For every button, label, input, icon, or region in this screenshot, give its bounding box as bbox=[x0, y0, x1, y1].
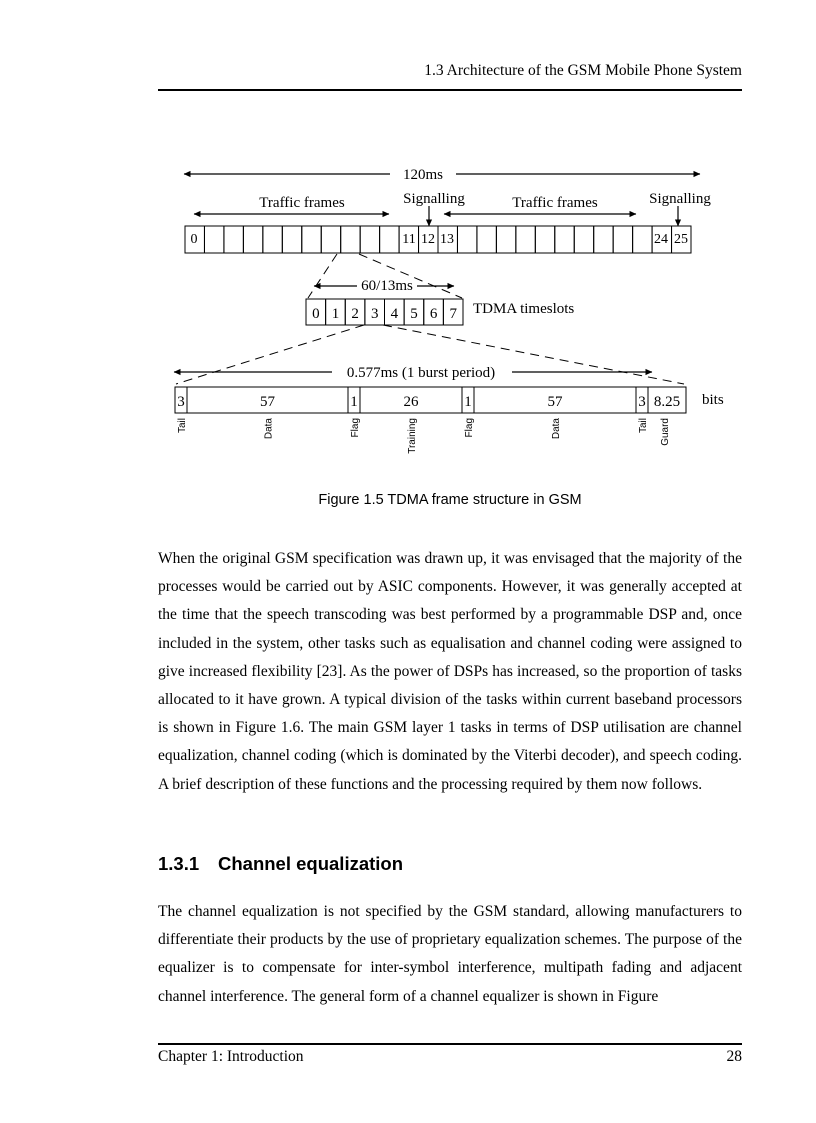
timeslot-number-0: 0 bbox=[312, 306, 320, 322]
burst-field-bits-0: 3 bbox=[177, 394, 185, 410]
tdma-frame-figure bbox=[0, 0, 816, 480]
burst-field-name-5: Data bbox=[551, 418, 562, 440]
footer-rule bbox=[158, 1043, 742, 1045]
frame-number-0: 0 bbox=[190, 232, 198, 247]
timeslot-number-5: 5 bbox=[410, 306, 418, 322]
burst-field-bits-4: 1 bbox=[464, 394, 472, 410]
frame-cell-22 bbox=[613, 226, 632, 253]
frame-cell-21 bbox=[594, 226, 613, 253]
frame-number-13: 13 bbox=[440, 232, 454, 247]
burst-field-name-0: Tail bbox=[177, 418, 188, 434]
burst-row bbox=[175, 387, 686, 413]
multiframe-duration-label: 120ms bbox=[402, 167, 444, 183]
burst-field-bits-6: 3 bbox=[638, 394, 646, 410]
burst-field-bits-3: 26 bbox=[403, 394, 419, 410]
burst-field-name-4: Flag bbox=[464, 418, 475, 438]
frame-number-12: 12 bbox=[421, 232, 435, 247]
bits-unit-label: bits bbox=[702, 392, 724, 408]
burst-field-name-7: Guard bbox=[660, 418, 671, 446]
frame-cell-20 bbox=[574, 226, 593, 253]
frame-cell-14 bbox=[457, 226, 476, 253]
frame-cell-4 bbox=[263, 226, 282, 253]
signalling-label-2: Signalling bbox=[649, 191, 711, 207]
timeslot-number-1: 1 bbox=[331, 306, 340, 322]
burst-field-names bbox=[177, 418, 671, 454]
running-header: 1.3 Architecture of the GSM Mobile Phone System bbox=[424, 62, 742, 79]
body-paragraph-2: The channel equalization is not specified by the GSM standard, allowing manufacturers to differentiate their products by the use of proprietary equalization schemes. The purpose of the equalizer is to compensate for inter-symbol interference, multipath fading and adjacent channel interference. The general form of a channel equalizer is shown in Figure bbox=[158, 903, 742, 1005]
signalling-label-1: Signalling bbox=[403, 191, 465, 207]
multiframe-row bbox=[185, 226, 691, 253]
tdma-timeslots-label: TDMA timeslots bbox=[473, 301, 575, 317]
footer-chapter: Chapter 1: Introduction bbox=[158, 1048, 304, 1065]
frame-cell-8 bbox=[341, 226, 360, 253]
section-number: 1.3.1 bbox=[158, 853, 200, 874]
burst-field-bits-2: 1 bbox=[350, 394, 358, 410]
body-paragraph-1: When the original GSM specification was drawn up, it was envisaged that the majority of the processes would be carried out by ASIC components. However, it was generally accepted at the time that the speech transcoding was best performed by a programmable DSP and, once included in the system, other tasks such as equalisation and channel coding were assigned to give increased flexibility [23]. As the power of DSPs has increased, so the proportion of tasks allocated to it have grown. A typical division of the tasks within current baseband processors is shown in Figure 1.6. The main GSM layer 1 tasks in terms of DSP utilisation are channel equalization, channel coding (which is dominated by the Viterbi decoder), and speech coding. A brief description of these functions and the processing required by them now follows. bbox=[158, 550, 742, 793]
zoom-line-left bbox=[308, 254, 337, 298]
timeslot-number-2: 2 bbox=[351, 306, 359, 322]
timeslot-number-3: 3 bbox=[370, 306, 379, 322]
timeslot-number-4: 4 bbox=[390, 306, 399, 322]
frame-cell-23 bbox=[633, 226, 652, 253]
frame-cell-2 bbox=[224, 226, 243, 253]
frame-number-24: 24 bbox=[654, 232, 668, 247]
section-heading bbox=[158, 853, 403, 875]
frame-cell-6 bbox=[302, 226, 321, 253]
burst-field-bits-5: 57 bbox=[547, 394, 563, 410]
frame-cell-9 bbox=[360, 226, 379, 253]
frame-cell-17 bbox=[516, 226, 535, 253]
burst-duration-label: 0.577ms (1 burst period) bbox=[346, 365, 496, 381]
frame-cell-10 bbox=[380, 226, 399, 253]
frame-cell-18 bbox=[535, 226, 554, 253]
burst-field-name-3: Training bbox=[407, 418, 418, 454]
frame-number-25: 25 bbox=[674, 232, 688, 247]
frame-cell-15 bbox=[477, 226, 496, 253]
timeslot-number-6: 6 bbox=[429, 306, 438, 322]
frame-cell-7 bbox=[321, 226, 340, 253]
burst-field-name-6: Tail bbox=[638, 418, 649, 434]
frame-cell-19 bbox=[555, 226, 574, 253]
burst-field-bits-1: 57 bbox=[260, 394, 275, 410]
frame-cell-5 bbox=[282, 226, 301, 253]
burst-field-name-1: Data bbox=[263, 418, 275, 440]
tdma-duration-label: 60/13ms bbox=[361, 278, 413, 294]
section-title: Channel equalization bbox=[218, 853, 404, 874]
frame-number-11: 11 bbox=[402, 232, 416, 247]
burst-field-name-2: Flag bbox=[350, 418, 361, 438]
burst-zoom-line-left bbox=[176, 325, 364, 384]
frame-cell-1 bbox=[204, 226, 223, 253]
figure-caption: Figure 1.5 TDMA frame structure in GSM bbox=[318, 492, 582, 508]
footer-page-number: 28 bbox=[726, 1048, 742, 1065]
frame-cell-16 bbox=[496, 226, 515, 253]
timeslot-number-7: 7 bbox=[449, 306, 457, 322]
tdma-frame-row bbox=[306, 299, 463, 325]
frame-cell-3 bbox=[243, 226, 262, 253]
burst-field-bits-7: 8.25 bbox=[653, 394, 681, 410]
traffic-frames-label-2: Traffic frames bbox=[512, 195, 598, 211]
traffic-frames-label-1: Traffic frames bbox=[259, 195, 345, 211]
